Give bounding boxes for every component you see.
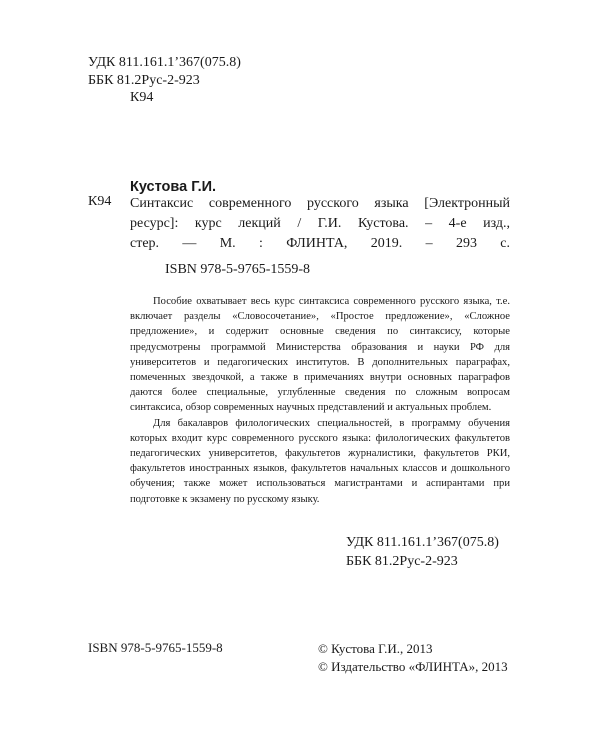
udk-code: УДК 811.161.1’367(075.8) — [88, 55, 241, 70]
footer-isbn: ISBN 978-5-9765-1559-8 — [88, 640, 223, 655]
top-classification — [88, 54, 241, 90]
annotation-paragraph: Пособие охватывает весь курс синтаксиса современного русского языка, т.е. включает разделы «Словосочетание», «Простое предложение», «Сложное предложение», и содержит основные сведения по синтаксису, которые предусмотрены программой Министерства образования и науки РФ для университетов и педагогических институтов. В дополнительных параграфах, помеченных звездочкой, а также в примечаниях внутри основных параграфов даются более специальные, углубленные сведения по сложным вопросам синтаксиса, обзор современных научных представлений и актуальных проблем. — [130, 296, 510, 414]
copyright-author: © Кустова Г.И., 2013 — [318, 641, 433, 656]
udk-code: УДК 811.161.1’367(075.8) — [346, 535, 499, 550]
title-line: стер. — М. : ФЛИНТА, 2019. – 293 с. — [130, 236, 510, 251]
author-name: Кустова Г.И. — [130, 179, 217, 195]
bibliographic-title — [130, 194, 510, 254]
bottom-classification — [346, 533, 499, 571]
annotation-paragraph: Для бакалавров филологических специальностей, в программу обучения которых входит курс современного русского языка: филологических факультетов педагогических университетов, факультетов журналистики, факультетов РКИ, факультетов иностранных языков, факультетов начальных классов и дошкольного обучения; также может использоваться магистрантами и аспирантами при подготовке к экзамену по русскому языку. — [130, 417, 510, 505]
author-mark: К94 — [88, 194, 112, 209]
bbk-code: ББК 81.2Рус-2-923 — [88, 73, 200, 88]
title-line: ресурс]: курс лекций / Г.И. Кустова. – 4-е изд., — [130, 216, 510, 231]
bbk-code: ББК 81.2Рус-2-923 — [346, 554, 458, 569]
author-mark-top: К94 — [130, 90, 154, 105]
copyright-block — [318, 640, 508, 676]
title-line: Синтаксис современного русского языка [Электронный — [130, 196, 510, 211]
annotation — [130, 294, 510, 507]
copyright-publisher: © Издательство «ФЛИНТА», 2013 — [318, 659, 508, 674]
isbn: ISBN 978-5-9765-1559-8 — [165, 262, 311, 277]
